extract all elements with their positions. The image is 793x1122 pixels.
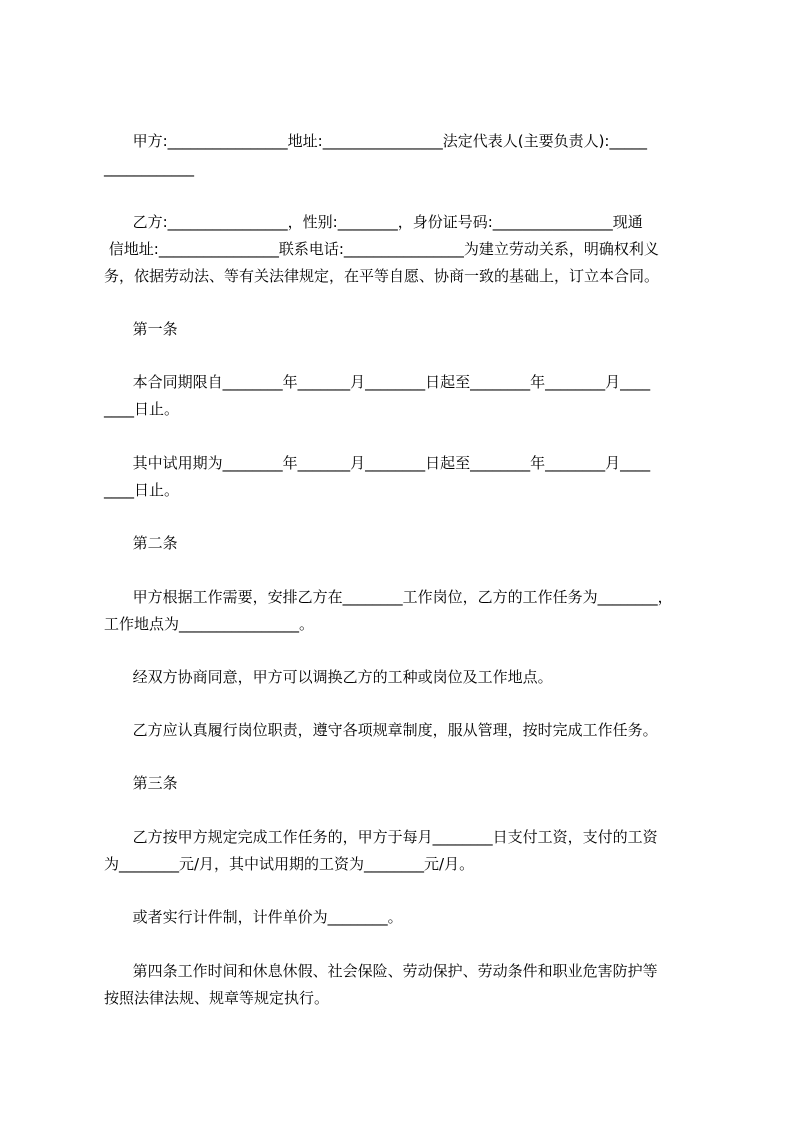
party-b-purpose-line: 务，依据劳动法、等有关法律规定，在平等自愿、协商一致的基础上，订立本合同。 — [104, 267, 660, 285]
party-b-line: 乙方:________________，性别:________，身份证号码:________________现通 — [104, 213, 643, 231]
job-adjustment-paragraph: 经双方协商同意，甲方可以调换乙方的工种或岗位及工作地点。 — [104, 668, 553, 686]
article-2-heading: 第二条 — [104, 534, 178, 552]
probation-term-line-continued: ____日止。 — [104, 481, 180, 499]
duty-paragraph: 乙方应认真履行岗位职责，遵守各项规章制度，服从管理，按时完成工作任务。 — [104, 721, 658, 739]
article-3-heading: 第三条 — [104, 774, 178, 792]
wage-line: 乙方按甲方规定完成工作任务的，甲方于每月________日支付工资，支付的工资 — [104, 828, 658, 846]
piecework-paragraph: 或者实行计件制，计件单价为________。 — [104, 908, 403, 926]
wage-line-continued: 为________元/月，其中试用期的工资为________元/月。 — [104, 855, 475, 873]
article-1-heading: 第一条 — [104, 320, 178, 338]
contract-term-line-continued: ____日止。 — [104, 400, 180, 418]
party-a-line-continued: ____________ — [104, 159, 194, 177]
article-4-line-continued: 按照法律法规、规章等规定执行。 — [104, 989, 330, 1007]
probation-term-line: 其中试用期为________年_______月________日起至________年________月____ — [104, 454, 651, 472]
party-b-address-line: 信地址:________________联系电话:________________为建立劳动关系，明确权利义 — [104, 240, 659, 258]
job-assignment-line: 甲方根据工作需要，安排乙方在________工作岗位，乙方的工作任务为________， — [104, 588, 673, 606]
article-4-line: 第四条工作时间和休息休假、社会保险、劳动保护、劳动条件和职业危害防护等 — [104, 962, 658, 980]
contract-term-line: 本合同期限自________年_______月________日起至________年________月____ — [104, 373, 651, 391]
party-a-line: 甲方:________________地址:________________法定代表人(主要负责人):_____ — [104, 132, 647, 150]
work-location-line: 工作地点为________________。 — [104, 615, 315, 633]
